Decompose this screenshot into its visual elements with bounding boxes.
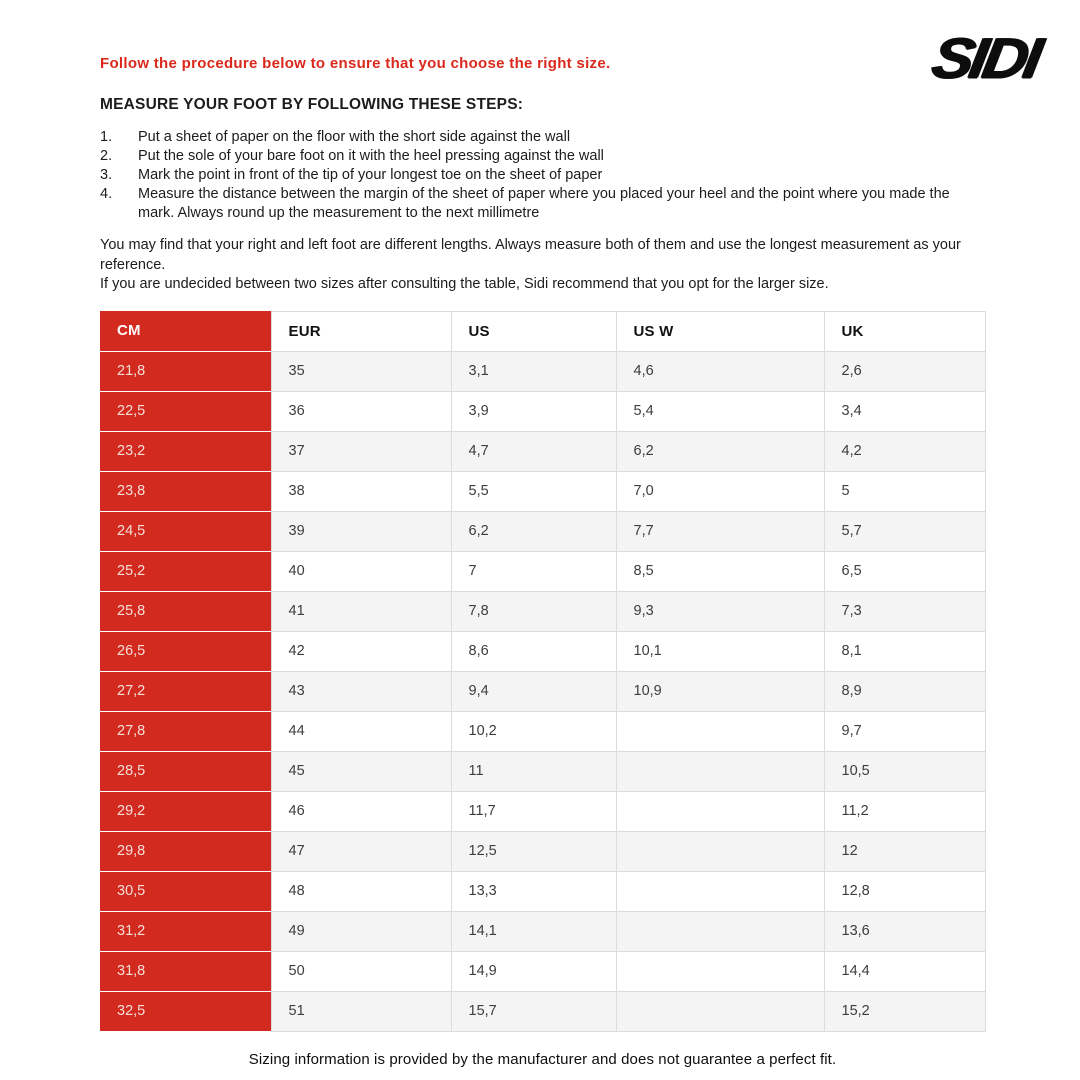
table-row (100, 871, 985, 911)
cell-eur: 37 (271, 431, 451, 471)
measurement-notes (100, 236, 980, 295)
cell-cm: 22,5 (100, 391, 271, 431)
cell-usw (616, 871, 824, 911)
cell-eur: 35 (271, 351, 451, 391)
cell-eur: 43 (271, 671, 451, 711)
size-conversion-table (100, 311, 986, 1032)
cell-usw: 8,5 (616, 551, 824, 591)
cell-eur: 49 (271, 911, 451, 951)
cell-cm: 24,5 (100, 511, 271, 551)
cell-uk: 12 (824, 831, 985, 871)
footer-disclaimer: Sizing information is provided by the manufacturer and does not guarantee a perfect fit. (248, 1050, 837, 1068)
cell-uk: 12,8 (824, 871, 985, 911)
column-header-eur: EUR (271, 311, 451, 351)
cell-us: 8,6 (451, 631, 616, 671)
cell-us: 14,1 (451, 911, 616, 951)
table-row (100, 711, 985, 751)
cell-usw (616, 911, 824, 951)
cell-uk: 8,9 (824, 671, 985, 711)
cell-usw: 5,4 (616, 391, 824, 431)
table-row (100, 511, 985, 551)
column-header-usw: US W (616, 311, 824, 351)
table-row (100, 951, 985, 991)
cell-us: 15,7 (451, 991, 616, 1031)
cell-us: 10,2 (451, 711, 616, 751)
step-text: Mark the point in front of the tip of your longest toe on the sheet of paper (138, 167, 603, 183)
table-row (100, 591, 985, 631)
cell-us: 7 (451, 551, 616, 591)
cell-cm: 23,8 (100, 471, 271, 511)
list-item (100, 147, 980, 166)
cell-us: 6,2 (451, 511, 616, 551)
note-paragraph: You may find that your right and left foot are different lengths. Always measure both of them and use the longest measurement as your reference. (100, 237, 961, 273)
cell-us: 4,7 (451, 431, 616, 471)
cell-usw (616, 751, 824, 791)
cell-cm: 23,2 (100, 431, 271, 471)
cell-eur: 50 (271, 951, 451, 991)
cell-eur: 44 (271, 711, 451, 751)
table-row (100, 551, 985, 591)
column-header-us: US (451, 311, 616, 351)
cell-uk: 14,4 (824, 951, 985, 991)
table-row (100, 471, 985, 511)
cell-cm: 26,5 (100, 631, 271, 671)
cell-usw: 10,1 (616, 631, 824, 671)
size-table-body (100, 351, 985, 1031)
cell-us: 11,7 (451, 791, 616, 831)
list-item (100, 185, 980, 223)
cell-uk: 9,7 (824, 711, 985, 751)
cell-cm: 28,5 (100, 751, 271, 791)
cell-us: 12,5 (451, 831, 616, 871)
cell-usw: 9,3 (616, 591, 824, 631)
cell-uk: 8,1 (824, 631, 985, 671)
cell-eur: 48 (271, 871, 451, 911)
cell-cm: 29,8 (100, 831, 271, 871)
cell-eur: 36 (271, 391, 451, 431)
table-row (100, 751, 985, 791)
cell-usw: 10,9 (616, 671, 824, 711)
cell-usw (616, 831, 824, 871)
cell-cm: 27,2 (100, 671, 271, 711)
cell-uk: 3,4 (824, 391, 985, 431)
table-row (100, 911, 985, 951)
step-number: 2. (100, 148, 113, 164)
step-text: Measure the distance between the margin of the sheet of paper where you placed your heel and the point where you made the mark. Always round up the measurement to the next millimetre (138, 186, 950, 221)
cell-eur: 47 (271, 831, 451, 871)
step-number: 1. (100, 129, 113, 145)
cell-uk: 6,5 (824, 551, 985, 591)
cell-uk: 5 (824, 471, 985, 511)
table-row (100, 831, 985, 871)
cell-uk: 4,2 (824, 431, 985, 471)
table-row (100, 631, 985, 671)
cell-cm: 27,8 (100, 711, 271, 751)
cell-cm: 21,8 (100, 351, 271, 391)
list-item (100, 166, 980, 185)
cell-eur: 39 (271, 511, 451, 551)
list-item (100, 128, 980, 147)
cell-eur: 46 (271, 791, 451, 831)
cell-uk: 7,3 (824, 591, 985, 631)
cell-eur: 41 (271, 591, 451, 631)
cell-usw: 7,7 (616, 511, 824, 551)
cell-usw: 6,2 (616, 431, 824, 471)
cell-uk: 10,5 (824, 751, 985, 791)
cell-cm: 30,5 (100, 871, 271, 911)
table-row (100, 391, 985, 431)
cell-eur: 38 (271, 471, 451, 511)
cell-uk: 11,2 (824, 791, 985, 831)
cell-cm: 31,2 (100, 911, 271, 951)
cell-cm: 25,8 (100, 591, 271, 631)
cell-uk: 2,6 (824, 351, 985, 391)
cell-usw (616, 791, 824, 831)
table-header-row (100, 311, 985, 351)
cell-uk: 15,2 (824, 991, 985, 1031)
table-row (100, 431, 985, 471)
cell-uk: 13,6 (824, 911, 985, 951)
cell-cm: 25,2 (100, 551, 271, 591)
cell-us: 14,9 (451, 951, 616, 991)
cell-eur: 45 (271, 751, 451, 791)
table-row (100, 791, 985, 831)
measure-steps-list (100, 128, 980, 223)
cell-cm: 32,5 (100, 991, 271, 1031)
cell-usw: 7,0 (616, 471, 824, 511)
cell-us: 7,8 (451, 591, 616, 631)
cell-usw (616, 951, 824, 991)
table-row (100, 991, 985, 1031)
cell-us: 3,1 (451, 351, 616, 391)
step-text: Put the sole of your bare foot on it with the heel pressing against the wall (138, 148, 604, 164)
cell-eur: 40 (271, 551, 451, 591)
cell-cm: 31,8 (100, 951, 271, 991)
table-row (100, 351, 985, 391)
measure-heading: MEASURE YOUR FOOT BY FOLLOWING THESE STEPS: (100, 96, 524, 113)
cell-cm: 29,2 (100, 791, 271, 831)
cell-us: 11 (451, 751, 616, 791)
note-paragraph: If you are undecided between two sizes after consulting the table, Sidi recommend that you opt for the larger size. (100, 276, 829, 292)
cell-us: 13,3 (451, 871, 616, 911)
cell-us: 9,4 (451, 671, 616, 711)
step-text: Put a sheet of paper on the floor with the short side against the wall (138, 129, 571, 145)
cell-usw: 4,6 (616, 351, 824, 391)
cell-uk: 5,7 (824, 511, 985, 551)
step-number: 3. (100, 167, 113, 183)
cell-eur: 42 (271, 631, 451, 671)
intro-instruction: Follow the procedure below to ensure that you choose the right size. (100, 55, 611, 72)
cell-us: 3,9 (451, 391, 616, 431)
cell-usw (616, 711, 824, 751)
step-number: 4. (100, 186, 113, 202)
column-header-uk: UK (824, 311, 985, 351)
table-row (100, 671, 985, 711)
cell-eur: 51 (271, 991, 451, 1031)
cell-usw (616, 991, 824, 1031)
cell-us: 5,5 (451, 471, 616, 511)
sidi-logo: SIDI (927, 26, 1044, 91)
column-header-cm: CM (100, 311, 271, 351)
